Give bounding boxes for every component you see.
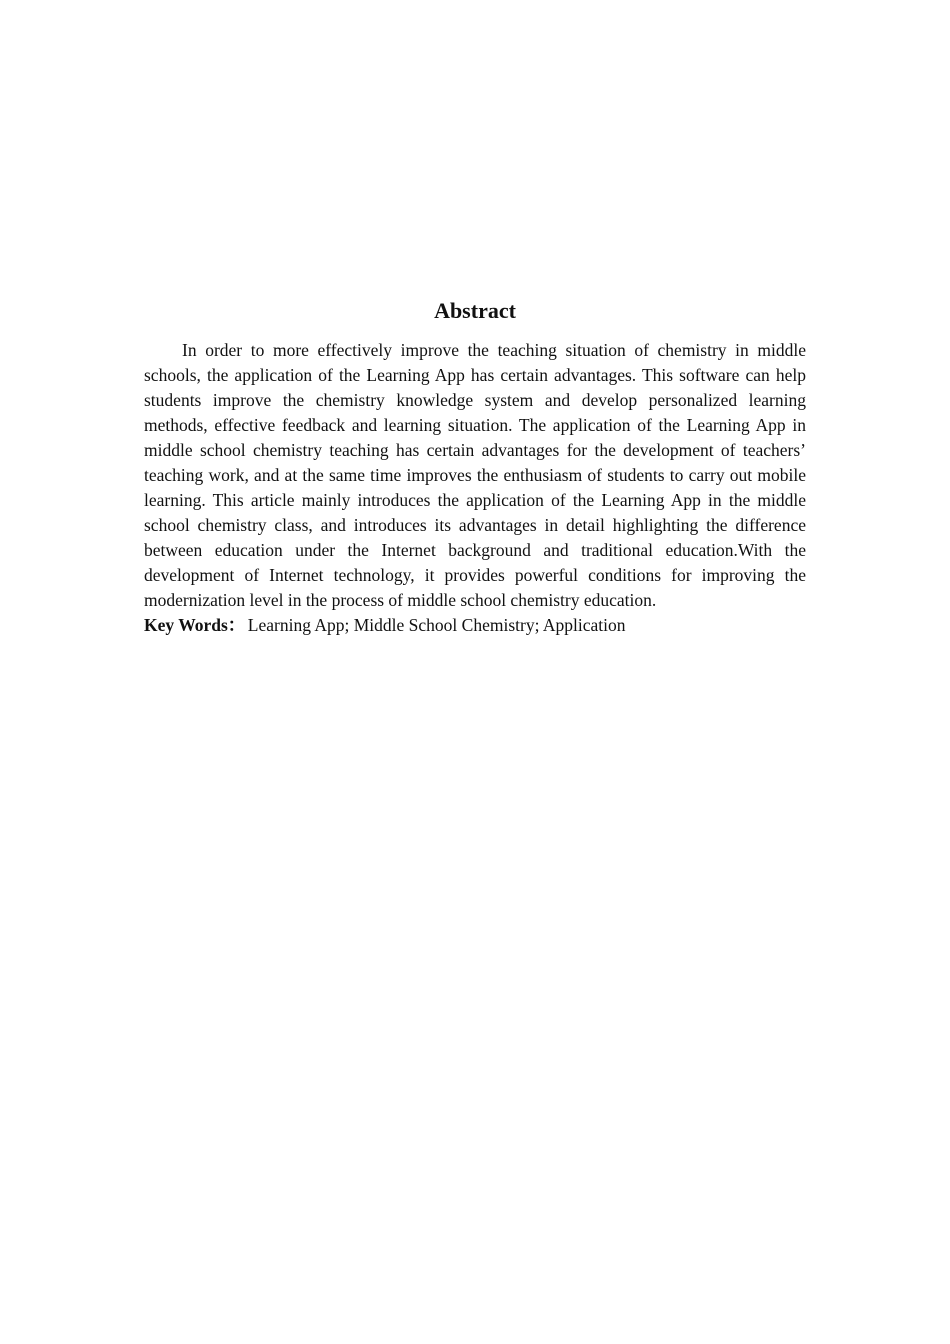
keywords-line: [144, 613, 806, 638]
keywords-label: Key Words: [144, 615, 228, 635]
abstract-title: Abstract: [434, 298, 516, 323]
keywords-value: Learning App; Middle School Chemistry; Application: [247, 615, 626, 635]
abstract-paragraph: In order to more effectively improve the teaching situation of chemistry in middle schools, the application of the Learning App has certain advantages. This software can help students improve the chemistry knowledge system and develop personalized learning methods, effective feedback and learning situation. The application of the Learning App in middle school chemistry teaching has certain advantages for the development of teachers’ teaching work, and at the same time improves the enthusiasm of students to carry out mobile learning. This article mainly introduces the application of the Learning App in the middle school chemistry class, and introduces its advantages in detail highlighting the difference between education under the Internet background and traditional education.With the development of Internet technology, it provides powerful conditions for improving the modernization level in the process of middle school chemistry education.: [144, 340, 806, 610]
abstract-section: [144, 296, 806, 638]
keywords-separator: ：: [227, 615, 246, 635]
